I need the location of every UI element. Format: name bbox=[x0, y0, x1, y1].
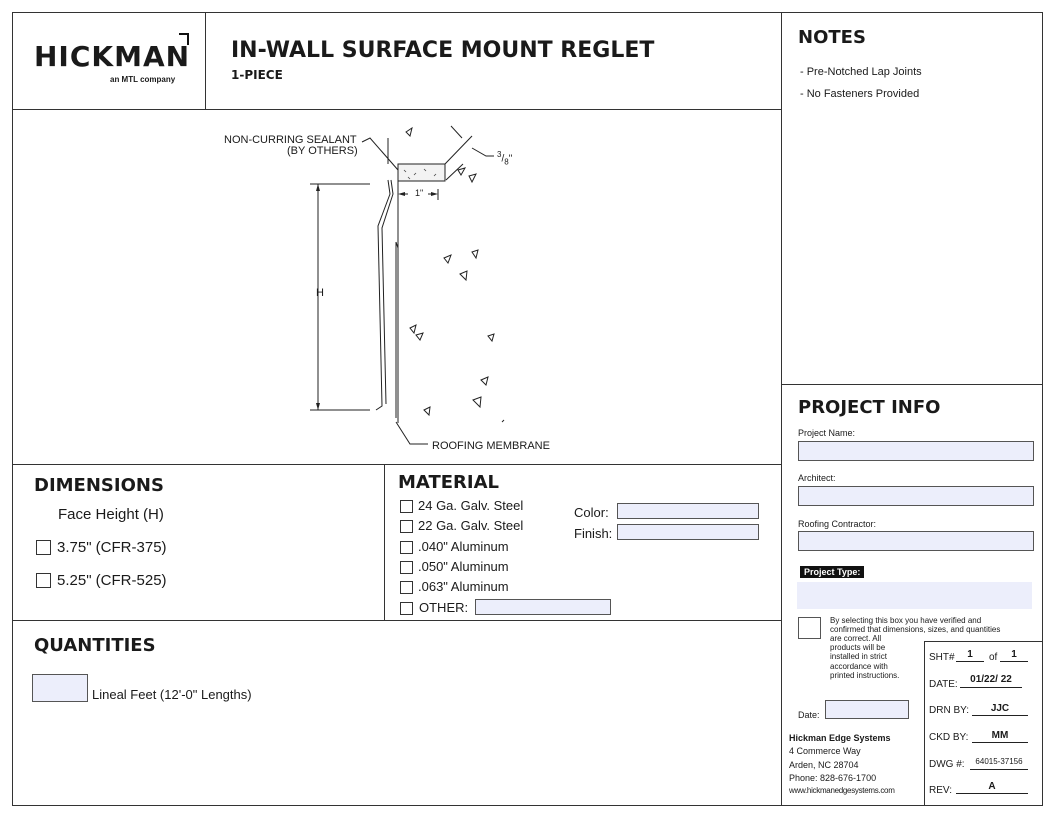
sealant-label-sub: (BY OTHERS) bbox=[287, 145, 358, 157]
date-tb-label: DATE: bbox=[929, 679, 958, 690]
quantities-heading: QUANTITIES bbox=[34, 635, 156, 656]
rev-label: REV: bbox=[929, 785, 952, 796]
dwg-value: 64015-37156 bbox=[970, 757, 1028, 770]
ckd-label: CKD BY: bbox=[929, 732, 969, 743]
material-other-checkbox[interactable] bbox=[400, 602, 413, 615]
divider-dim-mat bbox=[384, 464, 385, 620]
logo-sub: an MTL company bbox=[110, 75, 176, 84]
drn-label: DRN BY: bbox=[929, 705, 970, 716]
dim-375-label: 3.75" (CFR-375) bbox=[57, 539, 167, 556]
date-label: Date: bbox=[798, 710, 820, 720]
dim-525-label: 5.25" (CFR-525) bbox=[57, 572, 167, 589]
titleblock-top bbox=[924, 641, 1043, 642]
dim-numerator: 3 bbox=[497, 150, 502, 159]
divider-header bbox=[12, 109, 782, 110]
material-050-checkbox[interactable] bbox=[400, 561, 413, 574]
project-type-select[interactable] bbox=[797, 582, 1032, 609]
material-other-input[interactable] bbox=[475, 599, 611, 615]
dim-three-eighths: $^3/_8$" bbox=[497, 150, 513, 167]
date-input[interactable] bbox=[825, 700, 909, 719]
reglet-profile bbox=[376, 180, 390, 410]
material-heading: MATERIAL bbox=[398, 472, 499, 493]
dwg-label: DWG #: bbox=[929, 759, 965, 770]
page-title: IN-WALL SURFACE MOUNT REGLET bbox=[231, 38, 655, 63]
finish-input[interactable] bbox=[617, 524, 759, 540]
material-050-label: .050" Aluminum bbox=[418, 559, 509, 574]
architect-input[interactable] bbox=[798, 486, 1034, 506]
confirm-line: accordance with bbox=[830, 662, 888, 671]
roofing-contractor-label: Roofing Contractor: bbox=[798, 519, 877, 529]
page-subtitle: 1-PIECE bbox=[231, 68, 283, 82]
divider-drawing bbox=[12, 464, 782, 465]
material-other-label: OTHER: bbox=[419, 600, 469, 615]
confirm-line: installed in strict bbox=[830, 652, 887, 661]
sealant-label: NON-CURRING SEALANT bbox=[224, 134, 357, 146]
logo-corner-icon bbox=[178, 32, 190, 46]
dimensions-heading: DIMENSIONS bbox=[34, 475, 164, 496]
material-063-checkbox[interactable] bbox=[400, 581, 413, 594]
frame-bottom bbox=[12, 805, 1043, 806]
reglet-drawing bbox=[210, 118, 570, 458]
material-22ga-label: 22 Ga. Galv. Steel bbox=[418, 518, 524, 533]
confirm-checkbox[interactable] bbox=[798, 617, 821, 639]
drn-value: JJC bbox=[972, 703, 1028, 716]
membrane-label: ROOFING MEMBRANE bbox=[432, 440, 550, 452]
dim-h: H bbox=[316, 287, 324, 299]
confirm-line: products will be bbox=[830, 643, 886, 652]
project-name-input[interactable] bbox=[798, 441, 1034, 461]
ckd-value: MM bbox=[972, 730, 1028, 743]
project-type-label: Project Type: bbox=[800, 566, 864, 578]
divider-logo bbox=[205, 12, 206, 110]
logo-text: HICKMAN bbox=[34, 40, 191, 73]
divider-quantities bbox=[12, 620, 782, 621]
company-name: Hickman Edge Systems bbox=[789, 733, 891, 743]
face-height-label: Face Height (H) bbox=[58, 506, 164, 523]
color-input[interactable] bbox=[617, 503, 759, 519]
of-value: 1 bbox=[1000, 649, 1028, 662]
finish-label: Finish: bbox=[574, 526, 613, 541]
project-info-heading: PROJECT INFO bbox=[798, 397, 941, 418]
frame-left bbox=[12, 12, 13, 806]
dim-one-inch: 1" bbox=[415, 188, 424, 198]
titleblock-left bbox=[924, 641, 925, 806]
color-label: Color: bbox=[574, 505, 609, 520]
sealant-bead bbox=[398, 164, 445, 181]
notes-heading: NOTES bbox=[798, 27, 866, 48]
dim-375-checkbox[interactable] bbox=[36, 540, 51, 555]
company-address1: 4 Commerce Way bbox=[789, 746, 861, 756]
company-website: www.hickmanedgesystems.com bbox=[789, 786, 895, 795]
material-063-label: .063" Aluminum bbox=[418, 579, 509, 594]
confirm-line: By selecting this box you have verified and bbox=[830, 616, 982, 625]
roofing-contractor-input[interactable] bbox=[798, 531, 1034, 551]
aggregate-mark bbox=[406, 128, 412, 136]
material-22ga-checkbox[interactable] bbox=[400, 520, 413, 533]
lineal-feet-input[interactable] bbox=[32, 674, 88, 702]
dim-525-checkbox[interactable] bbox=[36, 573, 51, 588]
date-tb-value: 01/22/ 22 bbox=[960, 674, 1022, 688]
sht-label: SHT# bbox=[929, 652, 955, 663]
sht-value: 1 bbox=[956, 649, 984, 662]
company-phone: Phone: 828-676-1700 bbox=[789, 773, 877, 783]
note-item: - No Fasteners Provided bbox=[800, 88, 920, 100]
project-name-label: Project Name: bbox=[798, 428, 856, 438]
confirm-line: printed instructions. bbox=[830, 671, 900, 680]
dim-denominator: 8 bbox=[504, 157, 509, 167]
dim-quote: " bbox=[508, 153, 513, 165]
frame-top bbox=[12, 12, 1043, 13]
divider-main-right bbox=[781, 12, 782, 806]
material-040-checkbox[interactable] bbox=[400, 541, 413, 554]
company-address2: Arden, NC 28704 bbox=[789, 760, 859, 770]
confirm-line: confirmed that dimensions, sizes, and quantities bbox=[830, 625, 1001, 634]
architect-label: Architect: bbox=[798, 473, 836, 483]
confirm-line: are correct. All bbox=[830, 634, 882, 643]
material-24ga-label: 24 Ga. Galv. Steel bbox=[418, 498, 524, 513]
frame-right bbox=[1042, 12, 1043, 806]
note-item: - Pre-Notched Lap Joints bbox=[800, 66, 922, 78]
logo bbox=[34, 40, 190, 73]
rev-value: A bbox=[956, 781, 1028, 794]
lineal-feet-label: Lineal Feet (12'-0" Lengths) bbox=[92, 687, 252, 702]
material-24ga-checkbox[interactable] bbox=[400, 500, 413, 513]
material-040-label: .040" Aluminum bbox=[418, 539, 509, 554]
of-label: of bbox=[989, 652, 998, 663]
divider-notes bbox=[781, 384, 1043, 385]
